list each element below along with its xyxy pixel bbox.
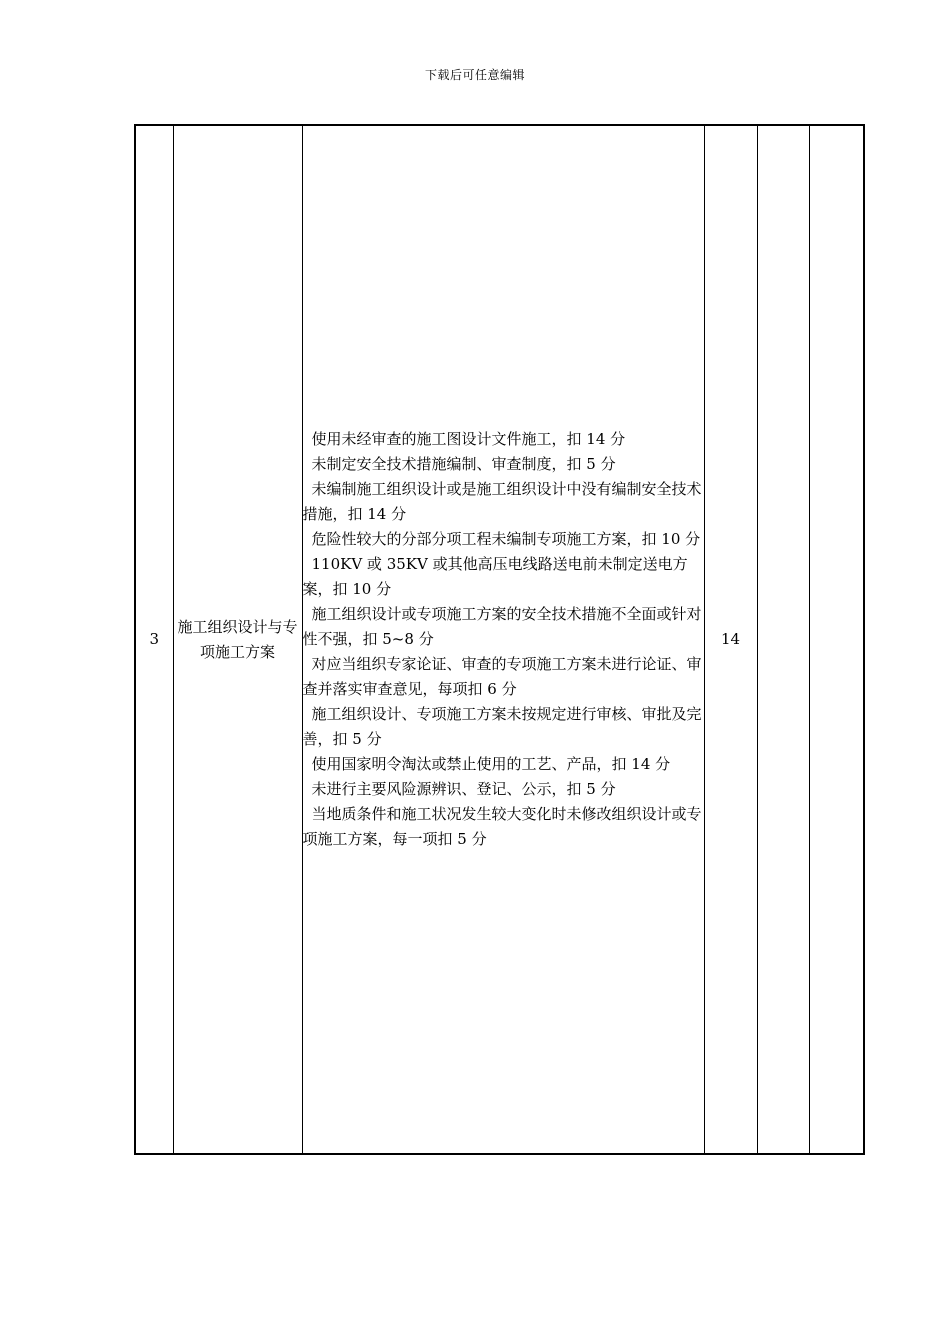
deduction-rule: 未制定安全技术措施编制、审查制度，扣 5 分 xyxy=(311,455,616,473)
deduction-rule: 施工组织设计、专项施工方案未按规定进行审核、审批及完善，扣 5 分 xyxy=(302,705,702,748)
deduction-rule: 未编制施工组织设计或是施工组织设计中没有编制安全技术措施，扣 14 分 xyxy=(302,480,702,523)
deduction-rule: 危险性较大的分部分项工程未编制专项施工方案，扣 10 分 xyxy=(311,530,701,548)
row-number: 3 xyxy=(135,125,173,1154)
deduction-rule: 施工组织设计或专项施工方案的安全技术措施不全面或针对性不强，扣 5~8 分 xyxy=(302,605,702,648)
deduction-rule: 使用未经审查的施工图设计文件施工，扣 14 分 xyxy=(311,430,626,448)
deducted-score-cell xyxy=(757,125,809,1154)
inspection-item: 施工组织设计与专项施工方案 xyxy=(173,125,302,1154)
actual-score-cell xyxy=(809,125,864,1154)
deduction-rule: 未进行主要风险源辨识、登记、公示，扣 5 分 xyxy=(311,780,616,798)
deduction-rule: 当地质条件和施工状况发生较大变化时未修改组织设计或专项施工方案，每一项扣 5 分 xyxy=(302,805,702,848)
deduction-rule: 对应当组织专家论证、审查的专项施工方案未进行论证、审查并落实审查意见，每项扣 6 分 xyxy=(302,655,702,698)
deduction-rule: 110KV 或 35KV 或其他高压电线路送电前未制定送电方案，扣 10 分 xyxy=(302,555,688,598)
score-value: 14 xyxy=(704,125,757,1154)
page-header-note: 下载后可任意编辑 xyxy=(424,68,525,82)
table-row xyxy=(135,125,864,1154)
deduction-rule: 使用国家明令淘汰或禁止使用的工艺、产品，扣 14 分 xyxy=(311,755,671,773)
deduction-rules xyxy=(302,125,704,1154)
inspection-score-table xyxy=(134,124,865,1155)
